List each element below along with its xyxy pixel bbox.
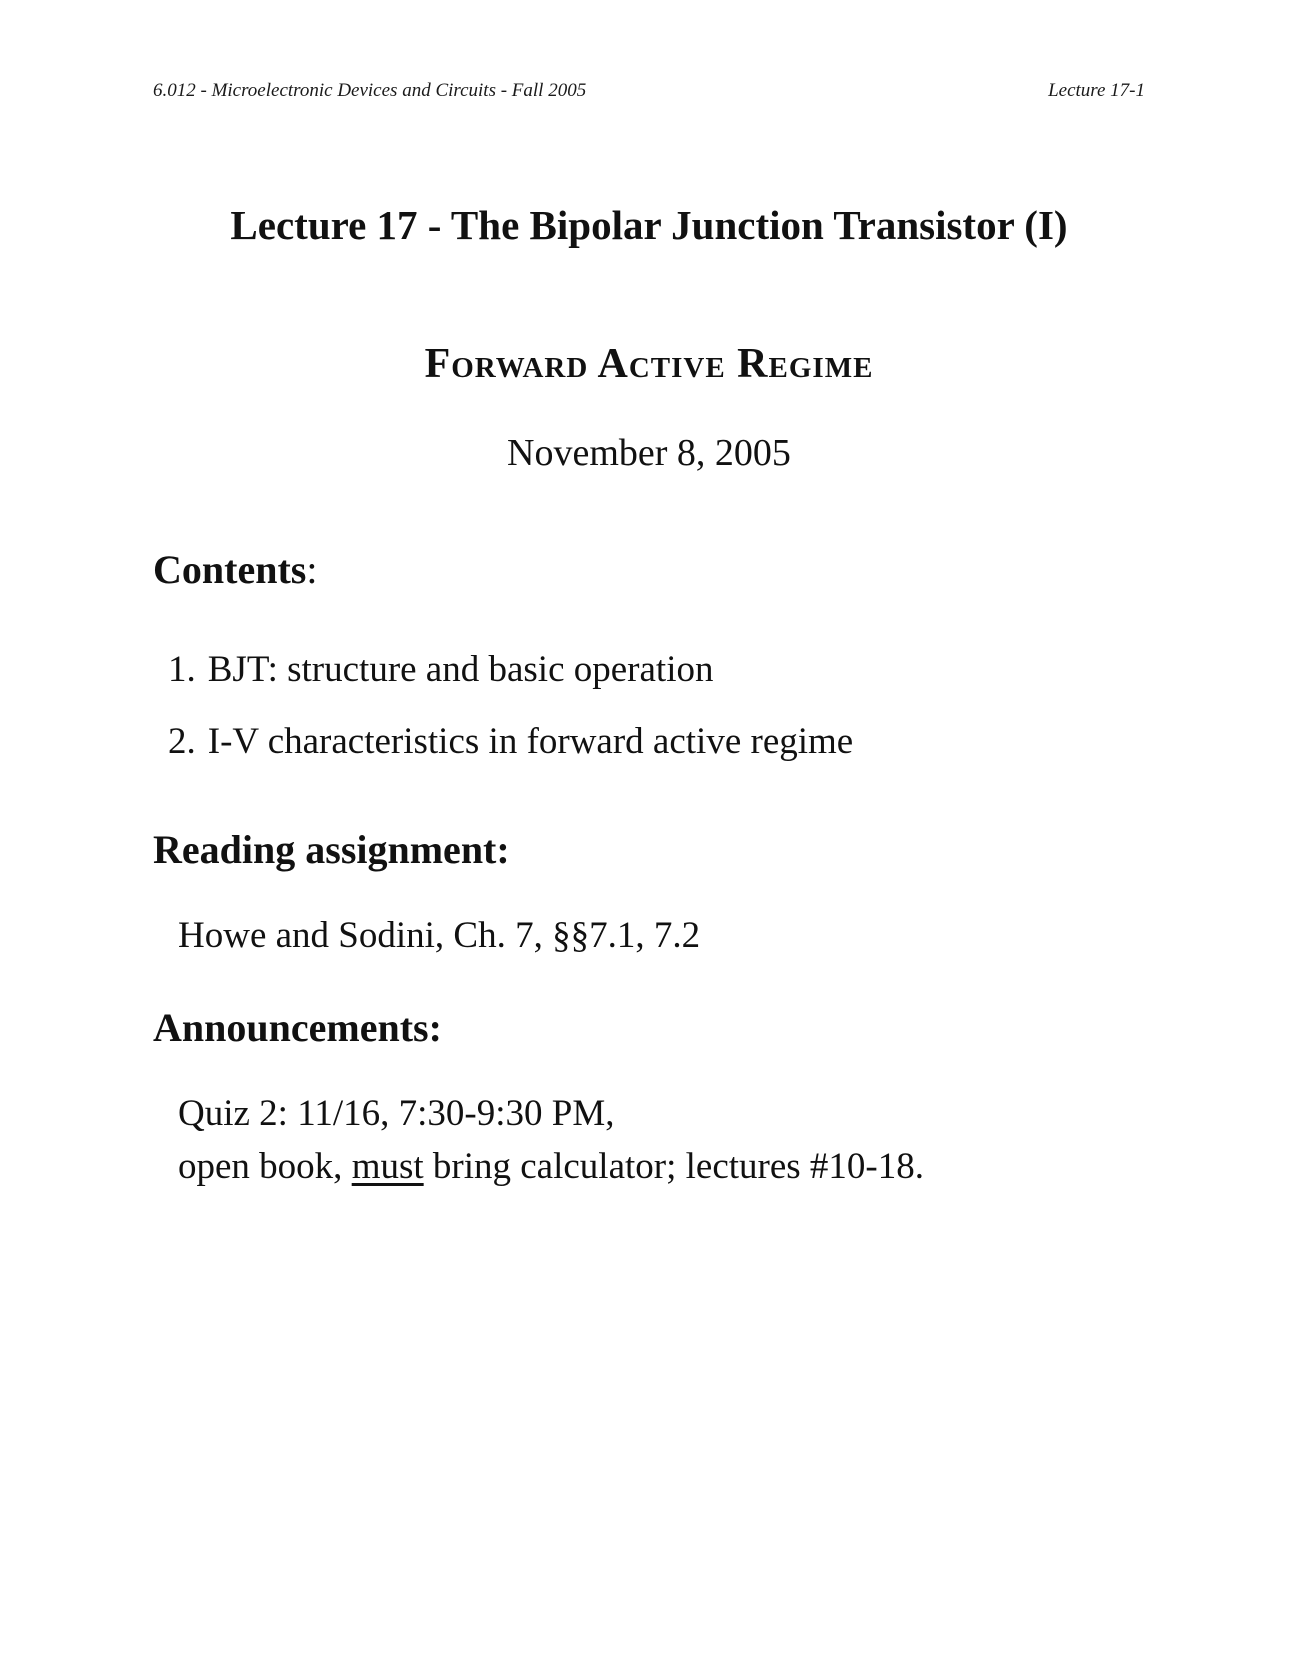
lecture-date: November 8, 2005 (507, 432, 791, 474)
lecture-subtitle: Forward Active Regime (424, 341, 874, 387)
contents-heading-text: Contents (153, 547, 307, 592)
list-item-number: 2. (168, 721, 196, 762)
contents-heading (153, 546, 317, 593)
list-item-text: I-V characteristics in forward active regime (207, 721, 854, 762)
announcement-text-after: bring calculator; lectures #10-18. (423, 1146, 925, 1187)
announcements-heading: Announcements: (153, 1005, 442, 1050)
contents-heading-colon: : (306, 547, 318, 592)
list-item-text: BJT: structure and basic operation (207, 649, 714, 690)
emphasized-word: must (351, 1146, 424, 1187)
announcement-quiz-line: Quiz 2: 11/16, 7:30-9:30 PM, (178, 1093, 615, 1134)
lecture-title: Lecture 17 - The Bipolar Junction Transistor (I) (230, 202, 1068, 248)
announcement-text-before: open book, (178, 1146, 352, 1187)
contents-list-item (168, 720, 853, 763)
reading-assignment-text: Howe and Sodini, Ch. 7, §§7.1, 7.2 (178, 915, 701, 956)
list-item-number: 1. (168, 649, 196, 690)
contents-list-item (168, 648, 713, 691)
announcement-details-line (178, 1145, 924, 1188)
running-header-course: 6.012 - Microelectronic Devices and Circuits - Fall 2005 (153, 80, 587, 101)
reading-assignment-heading: Reading assignment: (153, 827, 510, 872)
running-header-page-label: Lecture 17-1 (1048, 80, 1145, 101)
